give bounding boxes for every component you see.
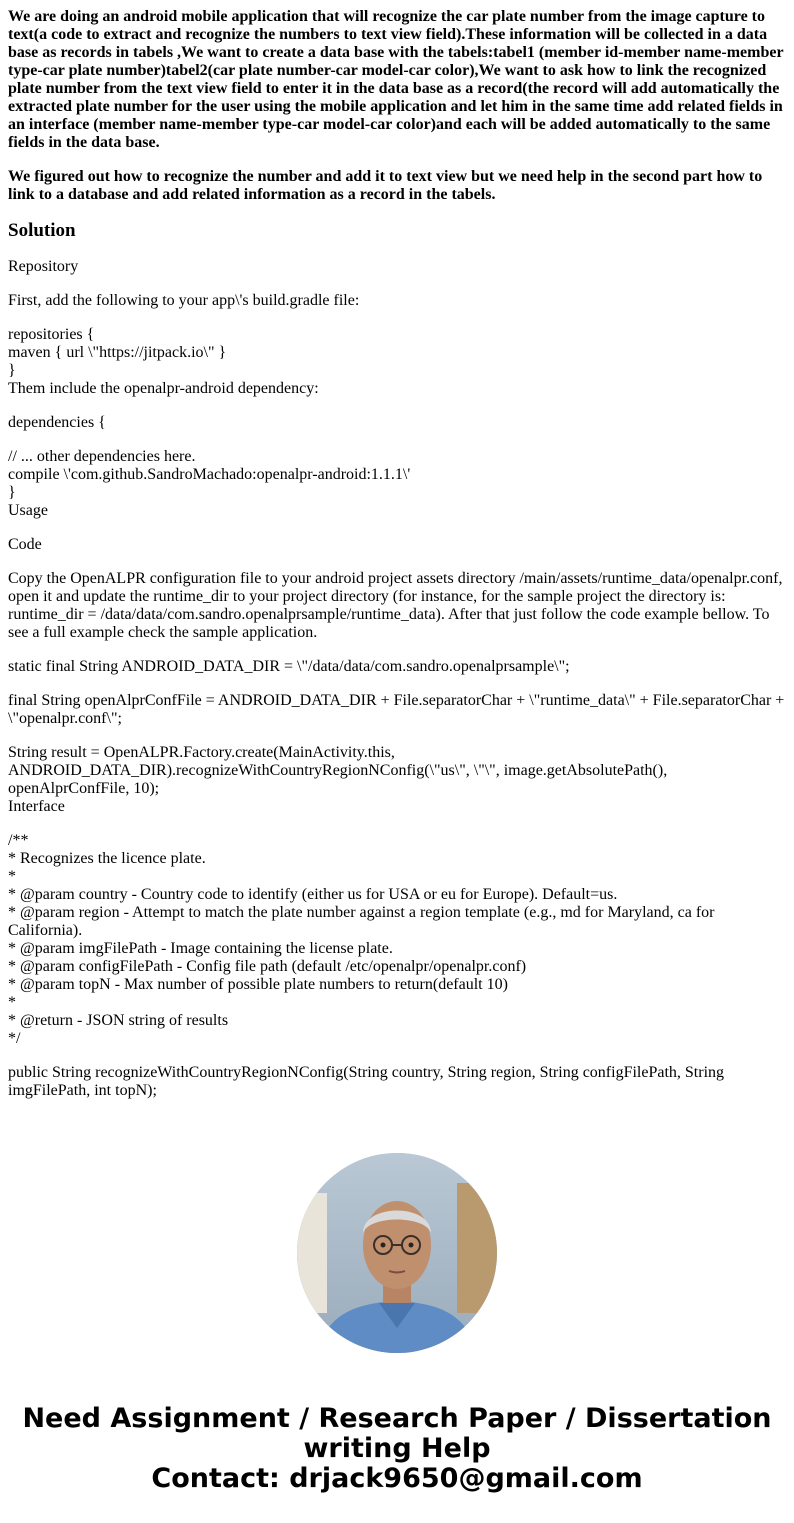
build-gradle-intro: First, add the following to your app\'s build.gradle file: (8, 292, 360, 309)
promo-line-2: writing Help (303, 1433, 491, 1464)
promo-footer (0, 1404, 794, 1494)
question-paragraph-2: We figured out how to recognize the number and add it to text view but we need help in the second part how to link to a database and add related information as a record in the tabels. (8, 168, 763, 203)
javadoc-line: * @param country - Country code to identify (either us for USA or eu for Europe). Default=us. (8, 886, 618, 903)
javadoc-line: * @param topN - Max number of possible plate numbers to return(default 10) (8, 976, 508, 993)
config-instructions: Copy the OpenALPR configuration file to your android project assets directory /main/assets/runtime_data/openalpr.conf, open it and update the runtime_dir to your project directory (for instance, for the sample project the directory is: runtime_dir = /data/data/com.sandro.openalprsample/runtime_data). After that just follow the code example bellow. To see a full example check the sample application. (8, 570, 783, 641)
solution-heading: Solution (8, 220, 76, 241)
code-line: Usage (8, 502, 48, 519)
promo-contact-line: Contact: drjack9650@gmail.com (151, 1463, 643, 1494)
author-avatar (297, 1153, 497, 1353)
dependencies-open: dependencies { (8, 414, 106, 431)
code-line: repositories { (8, 326, 95, 343)
javadoc-line: * @param configFilePath - Config file path (default /etc/openalpr/openalpr.conf) (8, 958, 527, 975)
javadoc-line: * @return - JSON string of results (8, 1012, 229, 1029)
result-line: String result = OpenALPR.Factory.create(MainActivity.this, ANDROID_DATA_DIR).recognizeWithCountryRegionNConfig(\"us\", \"\", image.getAbsolutePath(), openAlprConfFile, 10); (8, 744, 668, 797)
code-line: Them include the openalpr-android dependency: (8, 380, 319, 397)
question-paragraph-1: We are doing an android mobile application that will recognize the car plate number from the image capture to text(a code to extract and recognize the numbers to text view field).These information will be collected in a data base as records in tabels ,We want to create a data base with the tabels:tabel1 (member id-member name-member type-car plate number)tabel2(car plate number-car model-car color),We want to ask how to link the recognized plate number from the text view field to enter it in the data base as a record(the record will add automatically the extracted plate number for the user using the mobile application and let him in the same time add related fields in an interface (member name-member type-car model-car color)and each will be added automatically to the same fields in the data base. (8, 8, 784, 151)
conf-file-line: final String openAlprConfFile = ANDROID_DATA_DIR + File.separatorChar + \"runtime_data\" + File.separatorChar + \"openalpr.conf\"; (8, 692, 785, 727)
repositories-block (8, 326, 786, 398)
javadoc-line: * (8, 994, 16, 1011)
javadoc-block (8, 832, 786, 1048)
javadoc-line: */ (8, 1030, 21, 1047)
promo-line-1: Need Assignment / Research Paper / Dissertation (22, 1403, 772, 1434)
repository-label: Repository (8, 258, 79, 275)
interface-label: Interface (8, 798, 65, 815)
author-portrait-image (297, 1153, 497, 1353)
javadoc-line: * Recognizes the licence plate. (8, 850, 206, 867)
code-line: } (8, 484, 16, 501)
code-line: maven { url \"https://jitpack.io\" } (8, 344, 227, 361)
javadoc-line: /** (8, 832, 29, 849)
code-label: Code (8, 536, 42, 553)
result-block (8, 744, 786, 816)
code-line: } (8, 362, 16, 379)
article-content (8, 8, 786, 1116)
code-line: compile \'com.github.SandroMachado:openalpr-android:1.1.1\' (8, 466, 411, 483)
dependencies-block (8, 448, 786, 520)
method-signature: public String recognizeWithCountryRegionNConfig(String country, String region, String configFilePath, String imgFilePath, int topN); (8, 1064, 725, 1099)
javadoc-line: * @param region - Attempt to match the plate number against a region template (e.g., md for Maryland, ca for California). (8, 904, 715, 939)
code-line: // ... other dependencies here. (8, 448, 196, 465)
android-data-dir-line: static final String ANDROID_DATA_DIR = \"/data/data/com.sandro.openalprsample\"; (8, 658, 570, 675)
javadoc-line: * @param imgFilePath - Image containing the license plate. (8, 940, 393, 957)
javadoc-line: * (8, 868, 16, 885)
